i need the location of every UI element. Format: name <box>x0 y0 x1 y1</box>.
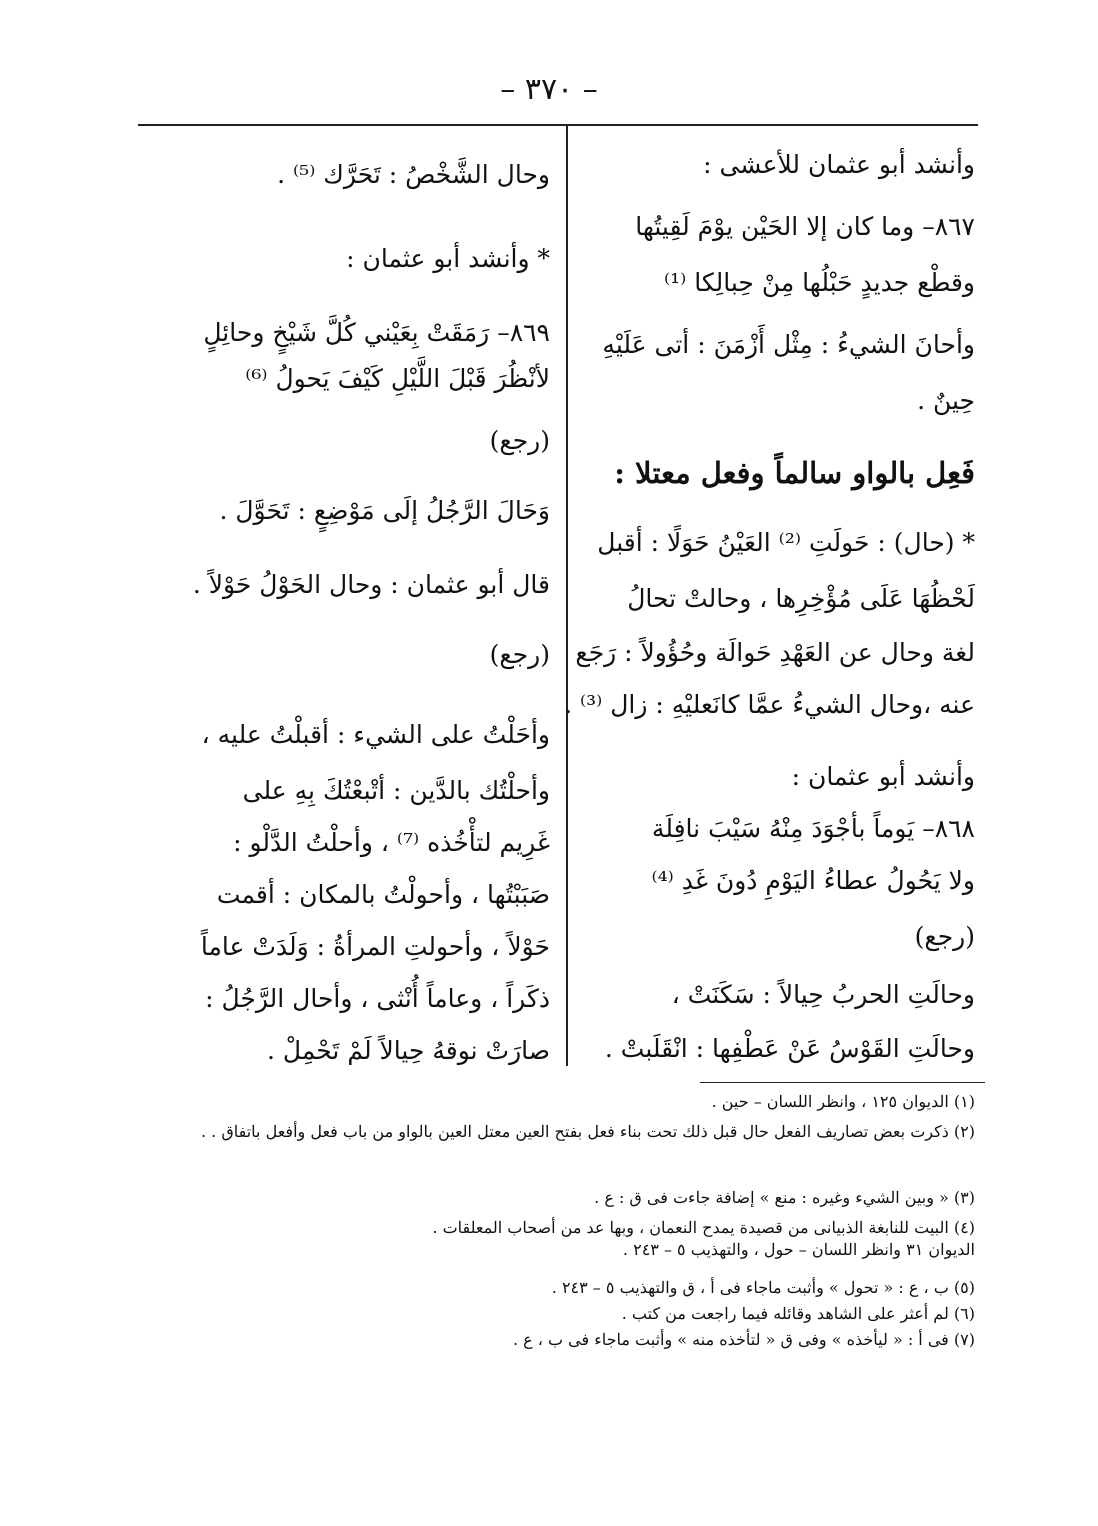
text-line: وأحانَ الشيءُ : مِثْل أَزْمَنَ : أتى عَلَيْهِ <box>602 330 975 359</box>
text-line: قال أبو عثمان : وحال الحَوْلُ حَوْلاً . <box>192 570 550 599</box>
footnote: (٦) لم أعثر على الشاهد وقائله فيما راجعت من كتب . <box>621 1304 975 1323</box>
text-line: عنه ،وحال الشيءُ عمَّا كانَعليْهِ : زال ⁽³⁾ . <box>564 690 975 719</box>
text-line: صَبَبْتُها ، وأحولْتُ بالمكان : أقمت <box>216 880 550 909</box>
text-line: وأحلْتُك بالدَّين : أتْبعْتُكَ بِهِ على <box>242 776 550 805</box>
text-line: فَعِل بالواو سالماً وفعل معتلا : <box>614 456 975 490</box>
text-line: حِينٌ . <box>917 386 975 415</box>
text-line: وحال الشَّخْصُ : تَحَرَّك ⁽⁵⁾ . <box>277 160 550 189</box>
text-line: وأنشد أبو عثمان : <box>791 762 975 791</box>
footnote: (٣) « وبين الشيء وغيره : منع » إضافة جاءت فى ق : ع . <box>594 1188 975 1207</box>
column-divider <box>566 126 568 1066</box>
header-rule <box>138 124 978 126</box>
footnote: (١) الديوان ١٢٥ ، وانظر اللسان – حين . <box>711 1092 975 1111</box>
text-line: وقطْع جديدٍ حَبْلُها مِنْ حِبالِكا ⁽¹⁾ <box>663 268 975 297</box>
footnote: (٢) ذكرت بعض تصاريف الفعل حال قبل ذلك تحت بناء فعل بفتح العين معتل العين بالواو من باب فعل وأفعل باتفاق . . <box>201 1122 975 1141</box>
text-line: (رجع) <box>489 426 550 455</box>
text-line: وحالَتِ الحربُ حِيالاً : سَكَنَتْ ، <box>671 980 975 1009</box>
text-line: (رجع) <box>914 922 975 951</box>
footnote: (٥) ب ، ع : « تحول » وأثبت ماجاء فى أ ، ق والتهذيب ٥ – ٢٤٣ . <box>551 1278 975 1297</box>
footnote: الديوان ٣١ وانظر اللسان – حول ، والتهذيب ٥ – ٢٤٣ . <box>622 1240 975 1259</box>
text-line: * وأنشد أبو عثمان : <box>346 244 550 273</box>
text-line: لَحْظُهَا عَلَى مُؤْخِرِها ، وحالتْ تحالُ <box>627 584 975 613</box>
text-line: صارَتْ نوقهُ حِيالاً لَمْ تَحْمِلْ . <box>267 1036 550 1065</box>
text-line: وَحَالَ الرَّجُلُ إلَى مَوْضِعٍ : تَحَوَّلَ . <box>219 496 550 525</box>
text-line: حَوْلاً ، وأحولتِ المرأةُ : وَلَدَتْ عاماً <box>200 932 550 961</box>
text-line: ذكَراً ، وعاماً أُنْثى ، وأحال الرَّجُلُ : <box>205 984 550 1013</box>
text-line: ٨٦٩– رَمَقَتْ بِعَيْني كُلَّ شَيْخٍ وحائِلٍ <box>203 318 550 347</box>
text-line: وأحَلْتُ على الشيء : أقبلْتُ عليه ، <box>201 720 550 749</box>
text-line: * (حال) : حَولَتِ ⁽²⁾ العَيْنُ حَوَلًا : أقبل <box>597 528 975 557</box>
text-line: لغة وحال عن العَهْدِ حَوالَة وحُؤُولاً : رَجَع <box>575 638 975 667</box>
text-line: غَرِيم لتأْخُذه ⁽⁷⁾ ، وأحلْتُ الدَّلْو : <box>233 828 550 857</box>
text-line: (رجع) <box>489 640 550 669</box>
text-line: وحالَتِ القَوْسُ عَنْ عَطْفِها : انْقَلَبتْ . <box>604 1034 975 1063</box>
text-line: وأنشد أبو عثمان للأعشى : <box>703 150 975 179</box>
text-line: ٨٦٧– وما كان إلا الحَيْن يوْمَ لَقِيتُها <box>635 212 975 241</box>
page-number: – ٣٧٠ – <box>500 72 598 107</box>
text-line: ٨٦٨– يَوماً بأجْوَدَ مِنْهُ سَيْبَ نافِلَة <box>651 814 975 843</box>
footnote: (٧) فى أ : « ليأخذه » وفى ق « لتأخذه منه » وأثبت ماجاء فى ب ، ع . <box>512 1330 975 1349</box>
text-line: ولا يَحُولُ عطاءُ اليَوْمِ دُونَ غَدِ ⁽⁴⁾ <box>651 866 975 895</box>
footnote-rule <box>700 1082 985 1083</box>
text-line: لأنْظُرَ قَبْلَ اللَّيْلِ كَيْفَ يَحولُ ⁽⁶⁾ <box>245 364 550 393</box>
footnote: (٤) البيت للنابغة الذبيانى من قصيدة يمدح النعمان ، وبها عد من أصحاب المعلقات . <box>432 1218 975 1237</box>
